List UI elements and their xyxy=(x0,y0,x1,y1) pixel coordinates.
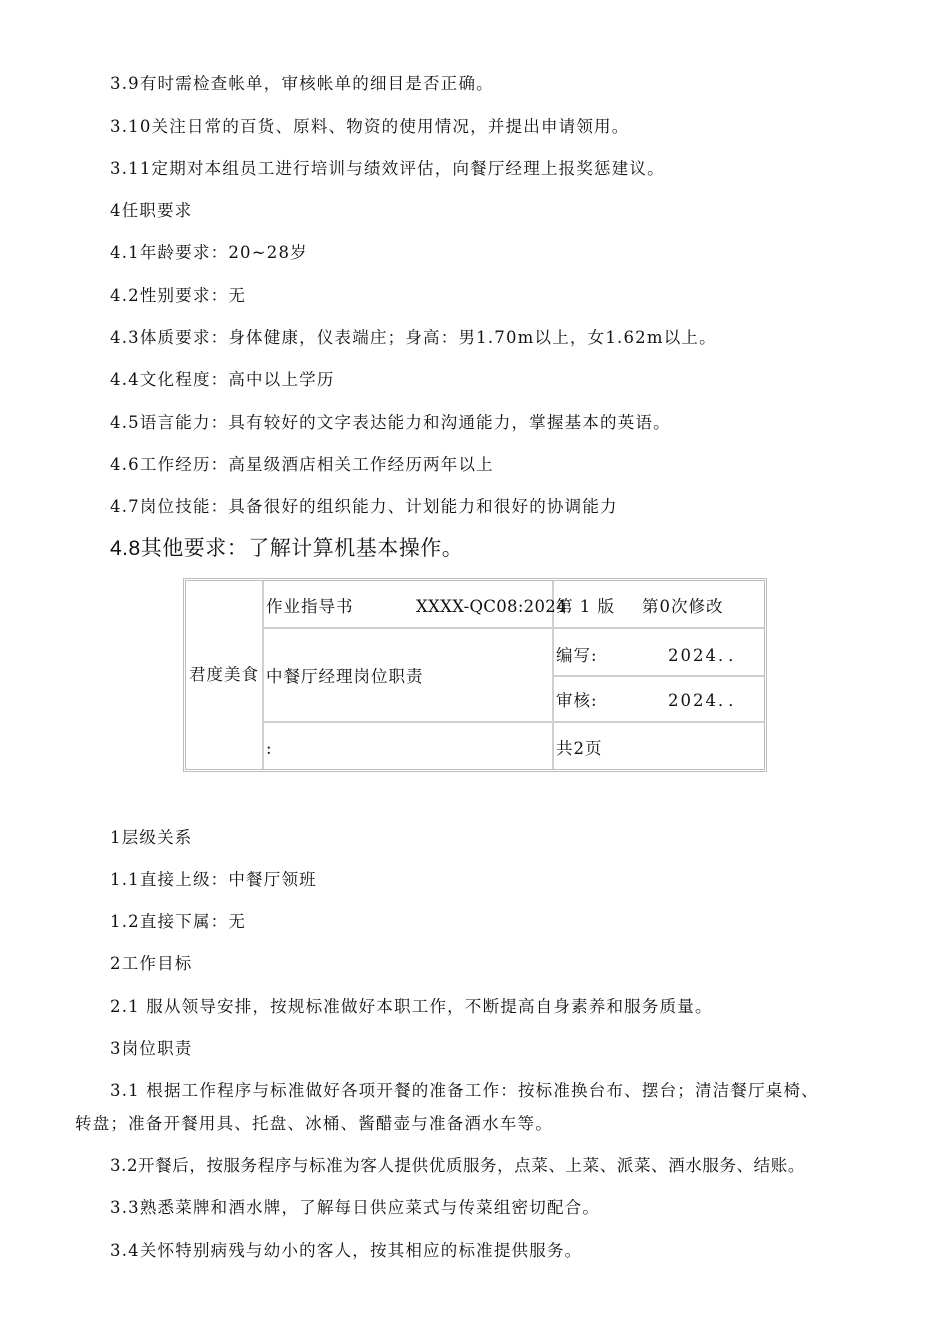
doc-title: 中餐厅经理岗位职责 xyxy=(266,667,424,686)
section-heading-1: 1层级关系 xyxy=(110,828,193,847)
reviewed-date: 2024．． xyxy=(668,691,747,710)
section-heading-2: 2工作目标 xyxy=(110,954,193,973)
paragraph-4-6: 4.6工作经历：高星级酒店相关工作经历两年以上 xyxy=(110,455,494,474)
paragraph-3-1-continued: 转盘；准备开餐用具、托盘、冰桶、酱醋壶与准备酒水车等。 xyxy=(75,1114,553,1133)
section-heading-4: 4任职要求 xyxy=(110,201,193,220)
paragraph-3-1: 3.1 根据工作程序与标准做好各项开餐的准备工作：按标准换台布、摆台；清洁餐厅桌椅、 xyxy=(110,1081,819,1100)
paragraph-3-9: 3.9有时需检查帐单，审核帐单的细目是否正确。 xyxy=(110,74,494,93)
colon-cell: : xyxy=(266,739,273,758)
reviewed-label: 审核: xyxy=(556,691,598,710)
section-heading-3: 3岗位职责 xyxy=(110,1039,193,1058)
paragraph-4-5: 4.5语言能力：具有较好的文字表达能力和沟通能力，掌握基本的英语。 xyxy=(110,413,671,432)
paragraph-4-2: 4.2性别要求：无 xyxy=(110,286,247,305)
paragraph-4-4: 4.4文化程度：高中以上学历 xyxy=(110,370,335,389)
paragraph-1-2: 1.2直接下属：无 xyxy=(110,912,247,931)
paragraph-4-3: 4.3体质要求：身体健康，仪表端庄；身高：男1.70m以上，女1.62m以上。 xyxy=(110,328,717,347)
paragraph-3-2: 3.2开餐后，按服务程序与标准为客人提供优质服务，点菜、上菜、派菜、酒水服务、结账。 xyxy=(110,1156,805,1175)
paragraph-2-1: 2.1 服从领导安排，按规标准做好本职工作，不断提高自身素养和服务质量。 xyxy=(110,997,713,1016)
paragraph-3-3: 3.3熟悉菜牌和酒水牌，了解每日供应菜式与传菜组密切配合。 xyxy=(110,1198,601,1217)
written-label: 编写: xyxy=(556,646,598,665)
written-date: 2024．． xyxy=(668,646,747,665)
paragraph-3-4: 3.4关怀特别病残与幼小的客人，按其相应的标准提供服务。 xyxy=(110,1241,583,1260)
company-name: 君度美食 xyxy=(189,665,259,684)
page-count: 共2页 xyxy=(556,739,603,758)
paragraph-3-11: 3.11定期对本组员工进行培训与绩效评估，向餐厅经理上报奖惩建议。 xyxy=(110,159,665,178)
paragraph-4-8: 4.8其他要求：了解计算机基本操作。 xyxy=(110,537,464,560)
paragraph-4-1: 4.1年龄要求：20~28岁 xyxy=(110,243,308,262)
document-header-table xyxy=(183,578,767,772)
paragraph-1-1: 1.1直接上级：中餐厅领班 xyxy=(110,870,317,889)
doc-version: 第 1 版 xyxy=(556,597,615,616)
doc-code: XXXX-QC08:2024 xyxy=(416,597,567,616)
paragraph-4-7: 4.7岗位技能：具备很好的组织能力、计划能力和很好的协调能力 xyxy=(110,497,618,516)
doc-revision: 第0次修改 xyxy=(642,597,724,616)
doc-type: 作业指导书 xyxy=(266,597,354,616)
paragraph-3-10: 3.10关注日常的百货、原料、物资的使用情况，并提出申请领用。 xyxy=(110,117,630,136)
